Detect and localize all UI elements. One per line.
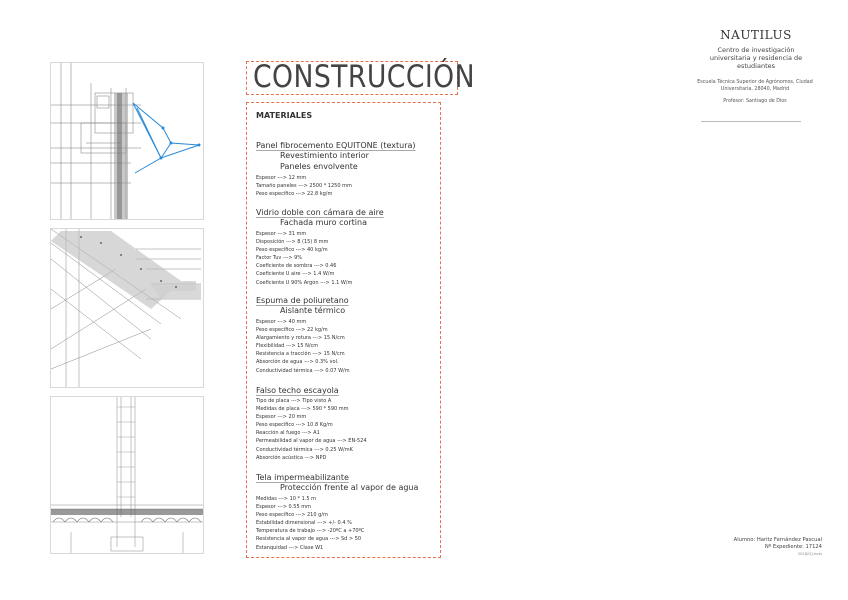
material-property: Alargamiento y rotura ---> 15 N/cm — [256, 335, 345, 342]
material-property: Peso específico ---> 22.8 kg/m — [256, 191, 333, 198]
material-use: Aislante térmico — [280, 306, 346, 315]
material-property: Espesor ---> 0.55 mm — [256, 504, 311, 511]
material-property: Espesor ---> 31 mm — [256, 231, 307, 237]
material-name: Tela impermeabilizante — [256, 473, 349, 482]
material-property: Coeficiente U 90% Argón ---> 1.1 W/m — [256, 279, 353, 286]
material-property: Medidas de placa ---> 590 * 590 mm — [256, 406, 349, 413]
project-subtitle: Centro de investigación universitaria y residencia de estudiantes — [709, 46, 803, 70]
page-title: CONSTRUCCIÓN — [253, 59, 475, 95]
material-property: Absorción acústica ---> NPD — [256, 454, 327, 461]
material-use: Revestimiento interior — [280, 151, 369, 160]
professor-name: Profesor: Santiago de Dios — [723, 99, 787, 104]
materials-heading: MATERIALES — [256, 111, 313, 120]
material-property: Resistencia al vapor de agua ---> Sd > 50 — [256, 536, 362, 543]
material-property: Estanquidad ---> Clase W1 — [256, 544, 324, 551]
material-property: Coeficiente U aire ---> 1.4 W/m — [256, 271, 335, 278]
material-name: Espuma de poliuretano — [256, 296, 349, 305]
school-address: Escuela Técnica Superior de Agrónomos, Ciudad Universitaria, 28040, Madrid — [697, 80, 813, 92]
roof-section-drawing — [50, 228, 204, 388]
material-property: Espesor ---> 12 mm — [256, 175, 307, 181]
material-property: Conductividad térmica ---> 0.07 W/m — [256, 367, 350, 374]
student-name: Alumno: Haritz Fernández Pascual — [733, 537, 822, 543]
material-property: Peso específico ---> 210 g/m — [256, 512, 328, 519]
material-property: Peso específico ---> 22 kg/m — [256, 327, 328, 334]
material-block-polyurethane — [256, 296, 441, 375]
material-block-plaster-ceiling — [256, 386, 441, 462]
material-name: Panel fibrocemento EQUITONE (textura) — [256, 141, 416, 150]
material-property: Temperatura de trabajo ---> -20ºC a +70ºC — [256, 528, 365, 535]
material-property: Peso específico ---> 40 kg/m — [256, 247, 328, 254]
student-info — [712, 537, 822, 558]
material-use: Protección frente al vapor de agua — [280, 483, 419, 492]
material-property: Conductividad térmica ---> 0.25 W/mK — [256, 446, 353, 453]
material-block-glass — [256, 208, 441, 287]
material-property: Permeabilidad al vapor de agua ---> EN-524 — [256, 438, 367, 445]
material-property: Peso específico ---> 10.8 Kg/m — [256, 422, 333, 429]
material-property: Absorción de agua ---> 0.3% vol. — [256, 359, 339, 366]
facade-section-drawing — [50, 62, 204, 220]
material-block-waterproof-membrane — [256, 473, 441, 552]
material-property: Reacción al fuego ---> A1 — [256, 430, 320, 437]
material-property: Factor Tuv ---> 9% — [256, 255, 303, 262]
material-use: Paneles envolvente — [280, 162, 358, 171]
sheet-code: 2018/Q1/acts — [797, 552, 822, 556]
foundation-section-drawing — [50, 396, 204, 554]
material-block-fibrocement — [256, 141, 441, 198]
project-logo: NAUTILUS — [720, 28, 792, 42]
material-use: Fachada muro cortina — [280, 218, 367, 227]
material-property: Disposición ---> 8 (15) 8 mm — [256, 239, 329, 246]
material-property: Espesor ---> 40 mm — [256, 319, 307, 325]
header-divider — [701, 121, 801, 122]
material-property: Estabilidad dimensional ---> +/- 0.4 % — [256, 520, 352, 527]
material-property: Tipo de placa ---> Tipo visto A — [256, 398, 332, 404]
material-property: Coeficiente de sombra ---> 0.46 — [256, 263, 337, 270]
material-property: Espesor ---> 20 mm — [256, 414, 307, 421]
material-name: Falso techo escayola — [256, 386, 339, 395]
material-property: Resistencia a tracción ---> 15 N/cm — [256, 351, 345, 358]
material-property: Flexibilidad ---> 15 N/cm — [256, 343, 319, 350]
material-property: Tamaño paneles ---> 2500 * 1250 mm — [256, 183, 352, 190]
material-property: Medidas ---> 10 * 1.5 m — [256, 496, 317, 502]
material-name: Vidrio doble con cámara de aire — [256, 208, 384, 217]
file-number: Nº Expediente: 17124 — [764, 544, 822, 550]
